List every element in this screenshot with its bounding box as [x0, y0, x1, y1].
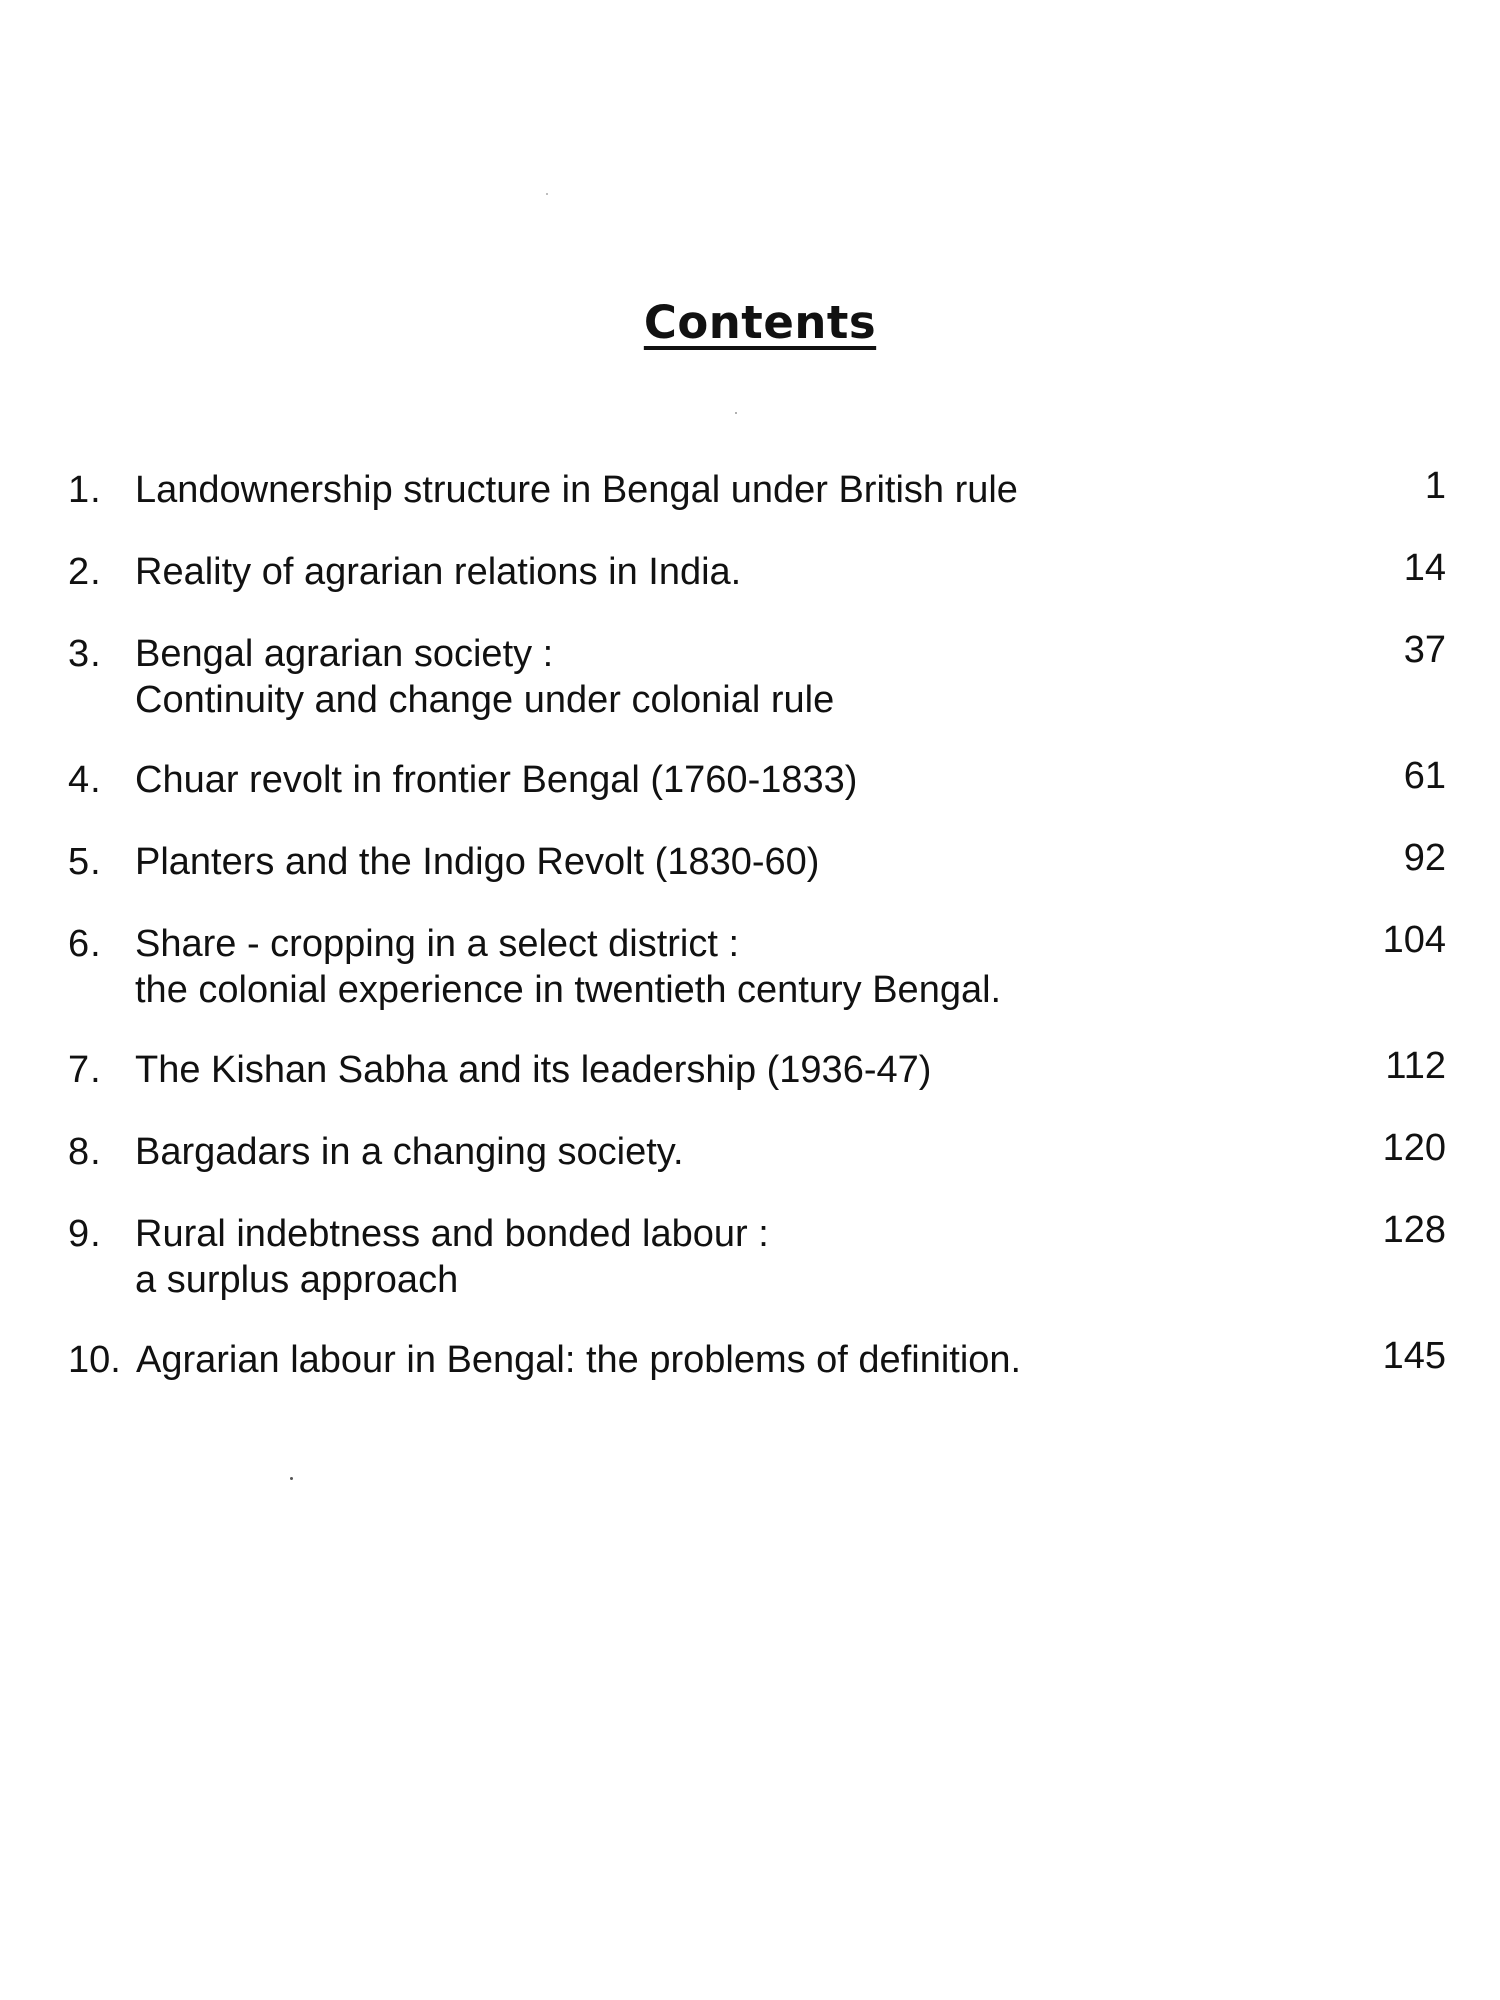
entry-number: 9. — [68, 1213, 102, 1255]
entry-title: Landownership structure in Bengal under British rule — [135, 469, 1018, 511]
entry-page-number: 37 — [1403, 629, 1446, 671]
entry-title: Reality of agrarian relations in India. — [135, 551, 742, 593]
entry-page-number: 104 — [1382, 919, 1446, 961]
entry-number: 5. — [68, 841, 102, 883]
entry-number: 1. — [68, 469, 102, 511]
entry-page-number: 92 — [1403, 837, 1446, 879]
entry-page-number: 120 — [1382, 1127, 1446, 1169]
entry-number: 8. — [68, 1131, 102, 1173]
scan-speck — [735, 412, 737, 414]
entry-number: 10. — [68, 1339, 121, 1381]
entry-subtitle: the colonial experience in twentieth century Bengal. — [135, 969, 1002, 1011]
entry-title: The Kishan Sabha and its leadership (1936-47) — [135, 1049, 932, 1091]
entry-number: 7. — [68, 1049, 102, 1091]
entry-title: Chuar revolt in frontier Bengal (1760-1833) — [135, 759, 858, 801]
entry-subtitle: a surplus approach — [135, 1259, 459, 1301]
entry-subtitle: Continuity and change under colonial rule — [135, 679, 835, 721]
entry-number: 2. — [68, 551, 102, 593]
entry-title: Bengal agrarian society : — [135, 633, 554, 675]
entry-number: 6. — [68, 923, 102, 965]
entry-title: Agrarian labour in Bengal: the problems of definition. — [136, 1339, 1022, 1381]
entry-number: 3. — [68, 633, 102, 675]
entry-page-number: 61 — [1403, 755, 1446, 797]
entry-page-number: 145 — [1382, 1335, 1446, 1377]
scan-speck — [290, 1477, 293, 1480]
entry-title: Rural indebtness and bonded labour : — [135, 1213, 769, 1255]
entry-title: Share - cropping in a select district : — [135, 923, 740, 965]
entry-page-number: 1 — [1424, 465, 1446, 507]
scan-speck — [546, 193, 548, 195]
entry-page-number: 112 — [1385, 1045, 1446, 1087]
entry-title: Bargadars in a changing society. — [135, 1131, 684, 1173]
entry-page-number: 14 — [1403, 547, 1446, 589]
entry-number: 4. — [68, 759, 102, 801]
page-title: Contents — [643, 296, 877, 349]
entry-page-number: 128 — [1382, 1209, 1446, 1251]
entry-title: Planters and the Indigo Revolt (1830-60) — [135, 841, 820, 883]
